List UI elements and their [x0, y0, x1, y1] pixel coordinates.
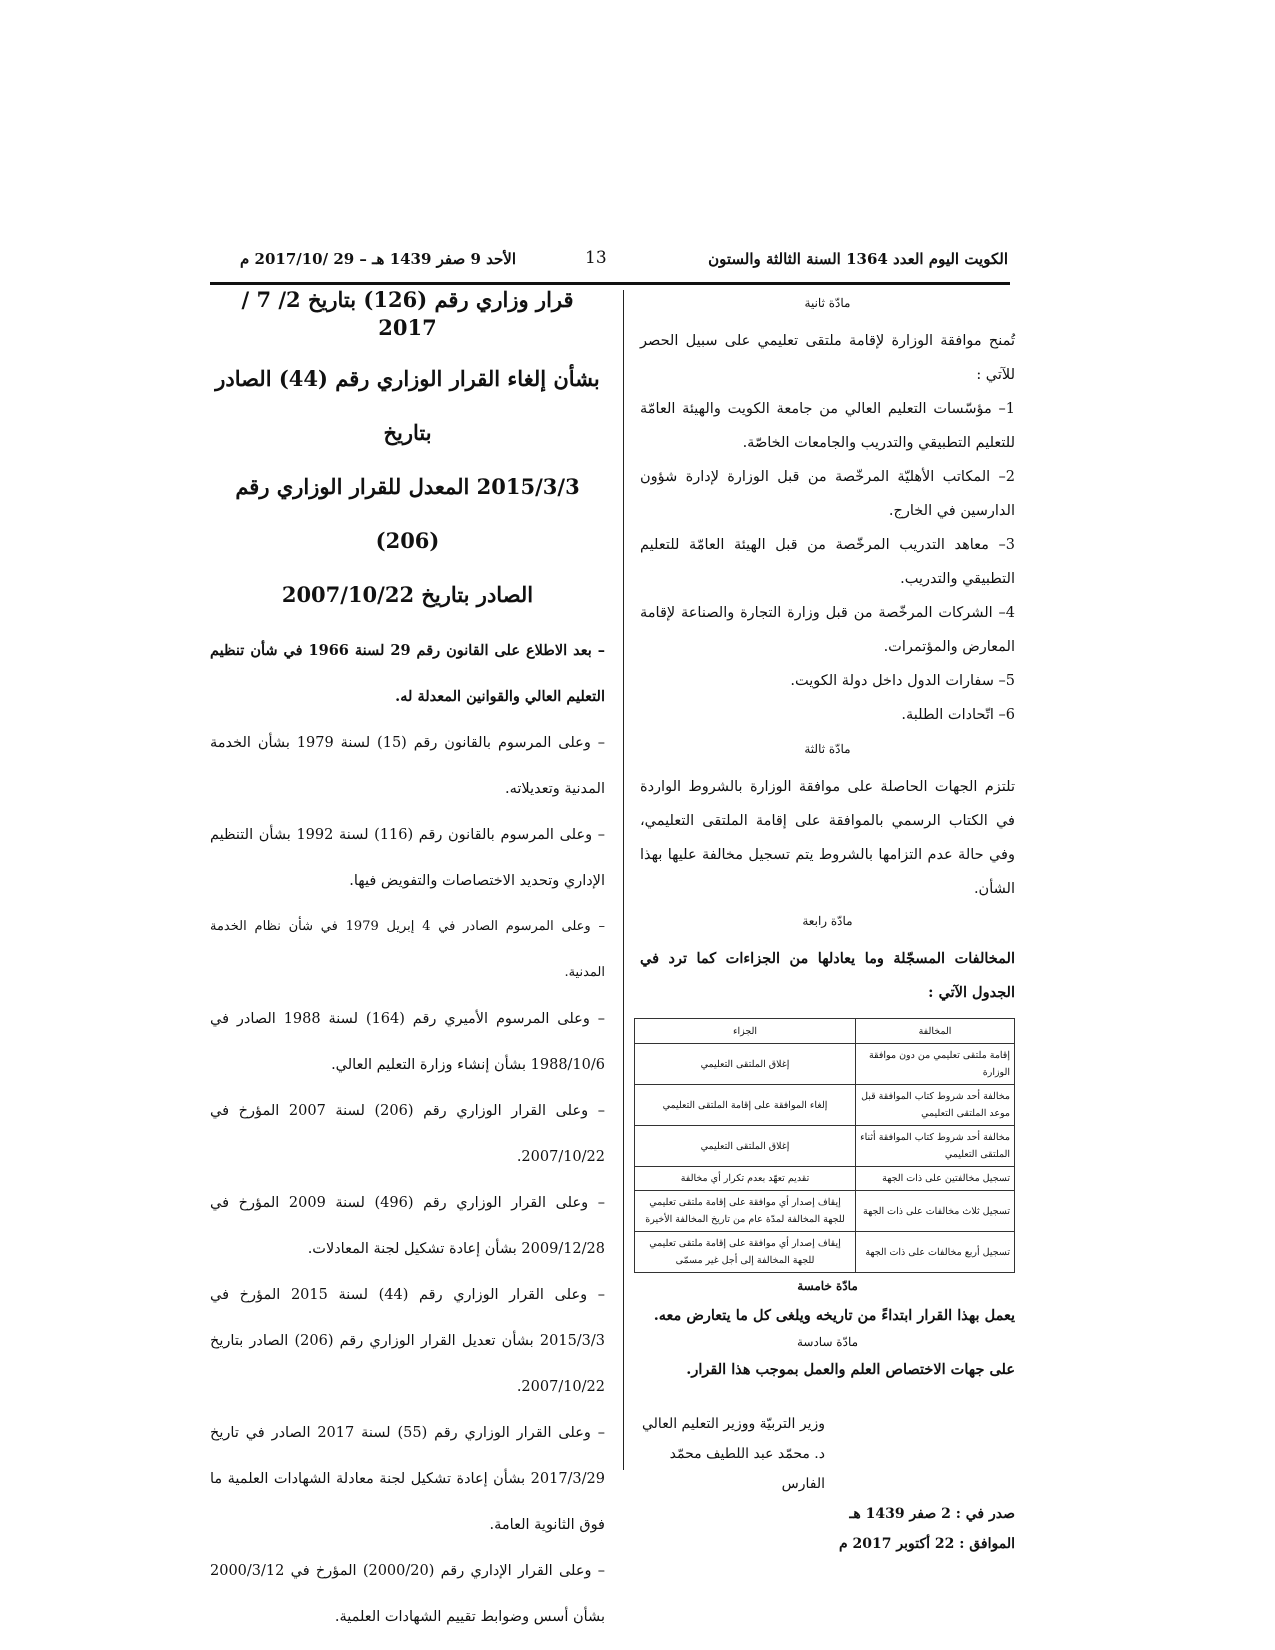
- article5-title: مادّة خامسة: [797, 1279, 858, 1293]
- penalties-table: [634, 1018, 1015, 1273]
- article2-title: مادّة ثانية: [804, 296, 851, 310]
- table-cell: إيقاف إصدار أي موافقة على إقامة ملتقى تعليمي للجهة المخالفة لمدّة عام من تاريخ المخالفة الأخيرة: [635, 1191, 856, 1232]
- page-header: [240, 246, 1008, 276]
- decree-subtitle: الصادر بتاريخ 2007/10/22: [281, 582, 534, 607]
- list-item: 3– معاهد التدريب المرخّصة من قبل الهيئة العامّة للتعليم التطبيقي والتدريب.: [640, 537, 1015, 587]
- table-row: [635, 1191, 1015, 1232]
- decree-subtitle: 2015/3/3 المعدل للقرار الوزاري رقم (206): [235, 474, 580, 553]
- header-gazette-info: الكويت اليوم العدد 1364 السنة الثالثة والستون: [708, 250, 1008, 268]
- preamble-item: – وعلى القرار الوزاري رقم (44) لسنة 2015 المؤرخ في 2015/3/3 بشأن تعديل القرار الوزاري رقم (206) الصادر بتاريخ 2007/10/22.: [210, 1287, 606, 1395]
- table-row: [635, 1232, 1015, 1273]
- table-row: [635, 1085, 1015, 1126]
- table-row: [635, 1044, 1015, 1085]
- preamble-item: – بعد الاطلاع على القانون رقم 29 لسنة 1966 في شأن تنظيم التعليم العالي والقوانين المعدلة له.: [210, 642, 605, 705]
- right-column: [640, 296, 1015, 1559]
- table-cell: تسجيل أربع مخالفات على ذات الجهة: [856, 1232, 1015, 1273]
- issue-date: صدر في : 2 صفر 1439 هـ: [849, 1506, 1015, 1522]
- article4-title: مادّة رابعة: [802, 914, 853, 928]
- page-number: 13: [585, 248, 607, 268]
- table-header-row: [635, 1019, 1015, 1044]
- article3-text: تلتزم الجهات الحاصلة على موافقة الوزارة بالشروط الواردة في الكتاب الرسمي بالموافقة على إقامة الملتقى التعليمي، وفي حالة عدم التزامها بالشروط يتم تسجيل مخالفة عليها بهذا الشأن.: [640, 779, 1015, 897]
- signatory-role: وزير التربيّة ووزير التعليم العالي: [642, 1416, 825, 1432]
- column-divider: [623, 290, 624, 1470]
- preamble-item: – وعلى المرسوم الصادر في 4 إبريل 1979 في شأن نظام الخدمة المدنية.: [210, 919, 605, 980]
- article3-title: مادّة ثالثة: [804, 742, 851, 756]
- decree-title: قرار وزاري رقم (126) بتاريخ 2/ 7 / 2017: [241, 287, 574, 340]
- table-cell: إيقاف إصدار أي موافقة على إقامة ملتقى تعليمي للجهة المخالفة إلى أجل غير مسمّى: [635, 1232, 856, 1273]
- signature-block: [640, 1409, 1015, 1499]
- table-cell: إغلاق الملتقى التعليمي: [635, 1126, 856, 1167]
- left-column: [210, 286, 605, 1640]
- article4-text: المخالفات المسجّلة وما يعادلها من الجزاءات كما ترد في الجدول الآتي :: [640, 950, 1015, 1001]
- preamble-item: – وعلى القرار الوزاري رقم (55) لسنة 2017 الصادر في تاريخ 2017/3/29 بشأن إعادة تشكيل لجنة معادلة الشهادات العلمية ما فوق الثانوية العامة.: [210, 1425, 605, 1533]
- table-cell: مخالفة أحد شروط كتاب الموافقة أثناء الملتقى التعليمي: [856, 1126, 1015, 1167]
- preamble-item: – وعلى القرار الوزاري رقم (496) لسنة 2009 المؤرخ في 2009/12/28 بشأن إعادة تشكيل لجنة المعادلات.: [210, 1195, 605, 1257]
- decree-subtitle: بشأن إلغاء القرار الوزاري رقم (44) الصادر بتاريخ: [215, 366, 600, 445]
- article6-title: مادّة سادسة: [796, 1335, 859, 1349]
- table-cell: تقديم تعهّد بعدم تكرار أي مخالفة: [635, 1167, 856, 1191]
- list-item: 6– اتّحادات الطلبة.: [901, 707, 1015, 723]
- signatory-name: د. محمّد عبد اللطيف محمّد الفارس: [669, 1446, 825, 1492]
- table-row: [635, 1167, 1015, 1191]
- preamble-item: – وعلى المرسوم بالقانون رقم (116) لسنة 1992 بشأن التنظيم الإداري وتحديد الاختصاصات والتفويض فيها.: [210, 827, 605, 889]
- list-item: 2– المكاتب الأهليّة المرخّصة من قبل الوزارة لإدارة شؤون الدارسين في الخارج.: [640, 469, 1015, 519]
- corresponding-date: الموافق : 22 أكتوبر 2017 م: [838, 1536, 1015, 1552]
- table-row: [635, 1126, 1015, 1167]
- header-date: الأحد 9 صفر 1439 هـ – 29 /2017/10 م: [240, 250, 517, 268]
- list-item: 1– مؤسّسات التعليم العالي من جامعة الكويت والهيئة العامّة للتعليم التطبيقي والتدريب والجامعات الخاصّة.: [640, 401, 1015, 451]
- table-cell: مخالفة أحد شروط كتاب الموافقة قبل موعد الملتقى التعليمي: [856, 1085, 1015, 1126]
- table-cell: إلغاء الموافقة على إقامة الملتقى التعليمي: [635, 1085, 856, 1126]
- header-rule: [210, 282, 1010, 285]
- table-cell: إغلاق الملتقى التعليمي: [635, 1044, 856, 1085]
- list-item: 5– سفارات الدول داخل دولة الكويت.: [790, 673, 1015, 689]
- preamble-item: – وعلى القرار الوزاري رقم (206) لسنة 2007 المؤرخ في 2007/10/22.: [210, 1103, 605, 1165]
- table-cell: إقامة ملتقى تعليمي من دون موافقة الوزارة: [856, 1044, 1015, 1085]
- table-header-violation: المخالفة: [856, 1019, 1015, 1044]
- list-item: 4– الشركات المرخّصة من قبل وزارة التجارة والصناعة لإقامة المعارض والمؤتمرات.: [640, 605, 1015, 655]
- article5-text: يعمل بهذا القرار ابتداءً من تاريخه ويلغى كل ما يتعارض معه.: [653, 1307, 1015, 1324]
- article6-text: على جهات الاختصاص العلم والعمل بموجب هذا القرار.: [686, 1361, 1015, 1378]
- table-cell: تسجيل مخالفتين على ذات الجهة: [856, 1167, 1015, 1191]
- table-cell: تسجيل ثلاث مخالفات على ذات الجهة: [856, 1191, 1015, 1232]
- table-header-penalty: الجزاء: [635, 1019, 856, 1044]
- preamble-item: – وعلى المرسوم بالقانون رقم (15) لسنة 1979 بشأن الخدمة المدنية وتعديلاته.: [210, 735, 605, 797]
- preamble-item: – وعلى القرار الإداري رقم (2000/20) المؤرخ في 2000/3/12 بشأن أسس وضوابط تقييم الشهادات العلمية.: [210, 1563, 605, 1625]
- preamble-item: – وعلى المرسوم الأميري رقم (164) لسنة 1988 الصادر في 1988/10/6 بشأن إنشاء وزارة التعليم العالي.: [210, 1011, 605, 1073]
- article2-intro: تُمنح موافقة الوزارة لإقامة ملتقى تعليمي على سبيل الحصر للآتي :: [640, 333, 1015, 383]
